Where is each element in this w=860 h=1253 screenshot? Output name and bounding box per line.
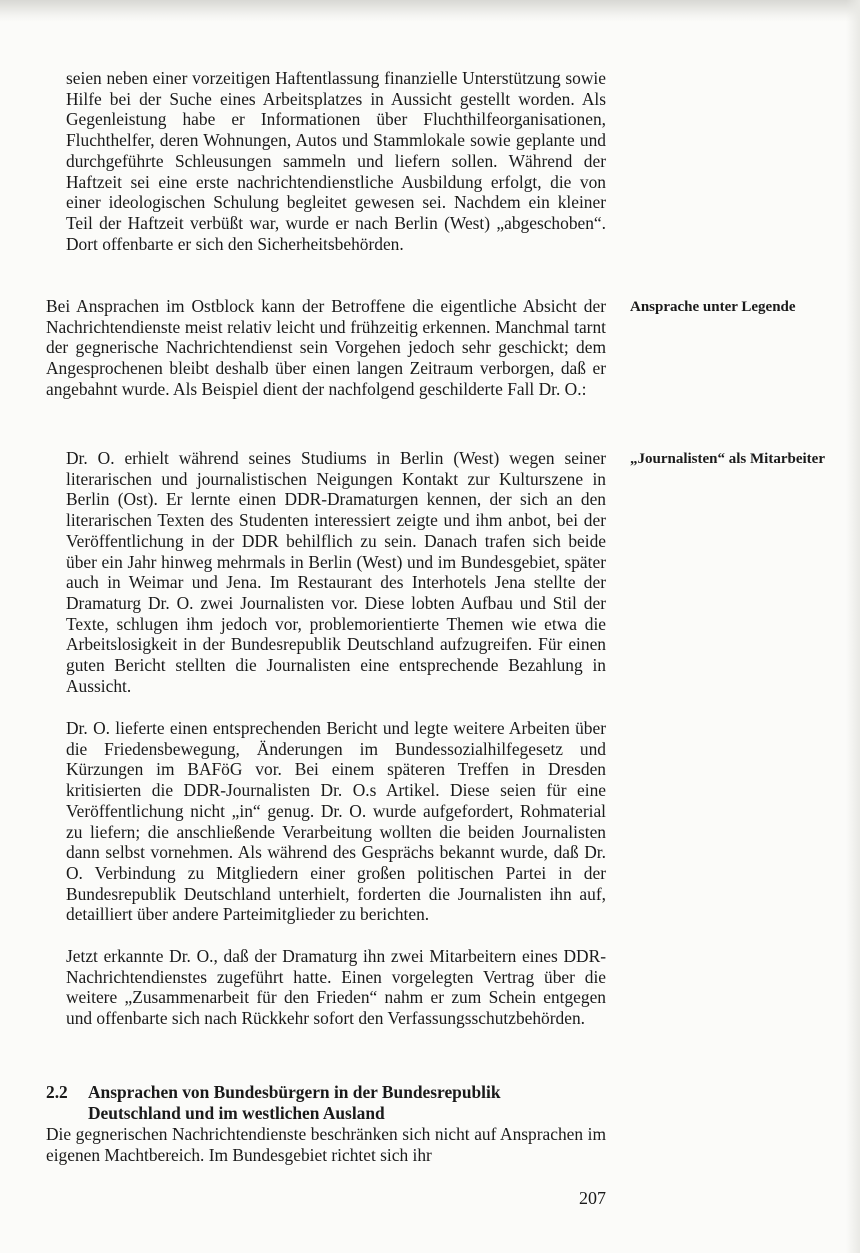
paragraph-bericht: Dr. O. lieferte einen entsprechenden Bericht und legte weitere Arbeiten über die Friedensbewegung, Änderungen im Bundessozialhilfegesetz und Kürzungen im BAFöG vor. Bei einem späteren Treffen in Dresden kritisierten die DDR-Journalisten Dr. O.s Artikel. Diese seien für eine Veröffentlichung nicht „in“ genug. Dr. O. wurde aufgefordert, Rohmaterial zu liefern; die anschließende Verarbeitung wollten die beiden Journalisten dann selbst vornehmen. Als während des Gesprächs bekannt wurde, daß Dr. O. Verbindung zu Mitgliedern einer großen politischen Partei in der Bundesrepublik Deutschland unterhielt, forderten die Journalisten ihn auf, detailliert über andere Parteimitglieder zu berichten. [66, 718, 606, 925]
scan-shadow-right [846, 0, 860, 1253]
scan-shadow-top [0, 0, 860, 22]
margin-note-legende: Ansprache unter Legende [630, 299, 796, 315]
paragraph-vertrag: Jetzt erkannte Dr. O., daß der Dramaturg ihn zwei Mitarbeitern eines DDR-Nachrichtendienstes zugeführt hatte. Einen vorgelegten Vertrag über die weitere „Zusammenarbeit für den Frieden“ nahm er zum Schein entgegen und offenbarte sich nach Rückkehr sofort den Verfassungsschutzbehörden. [66, 946, 606, 1029]
section-number: 2.2 [46, 1082, 68, 1102]
paragraph-fall-dr-o: Dr. O. erhielt während seines Studiums in Berlin (West) wegen seiner literarischen und journalistischen Neigungen Kontakt zur Kulturszene in Berlin (Ost). Er lernte einen DDR-Dramaturgen kennen, der sich an den literarischen Texten des Studenten interessiert zeigte und ihm anbot, bei der Veröffentlichung in der DDR behilflich zu sein. Danach trafen sich beide über ein Jahr hinweg mehrmals in Berlin (West) und im Bundesgebiet, später auch in Weimar und Jena. Im Restaurant des Interhotels Jena stellte der Dramaturg Dr. O. zwei Journalisten vor. Diese lobten Aufbau und Stil der Texte, schlugen ihm jedoch vor, problemorientierte Themen wie etwa die Arbeitslosigkeit in der Bundesrepublik Deutschland aufzugreifen. Für einen guten Bericht stellten die Journalisten eine entsprechende Bezahlung in Aussicht. [66, 448, 606, 696]
margin-note-journalisten: „Journalisten“ als Mitarbeiter [630, 451, 825, 467]
page-number: 207 [579, 1188, 606, 1208]
paragraph-bundesgebiet: Die gegnerischen Nachrichtendienste beschränken sich nicht auf Ansprachen im eigenen Machtbereich. Im Bundesgebiet richtet sich ihr [46, 1124, 606, 1165]
section-title-line2: Deutschland und im westlichen Ausland [88, 1102, 385, 1123]
paragraph-haftentlassung: seien neben einer vorzeitigen Haftentlassung finanzielle Unterstützung sowie Hilfe bei der Suche eines Arbeitsplatzes in Aussicht gestellt worden. Als Gegenleistung habe er Informationen über Fluchthilfeorganisationen, Fluchthelfer, deren Wohnungen, Autos und Stammlokale sowie geplante und durchgeführte Schleusungen sammeln und liefern sollen. Während der Haftzeit sei eine erste nachrichtendienstliche Ausbildung erfolgt, die von einer ideologischen Schulung begleitet gewesen sei. Nachdem ein kleiner Teil der Haftzeit verbüßt war, wurde er nach Berlin (West) „abgeschoben“. Dort offenbarte er sich den Sicherheitsbehörden. [66, 68, 606, 254]
section-title-line1: Ansprachen von Bundesbürgern in der Bundesrepublik [88, 1082, 501, 1102]
section-heading [46, 1082, 626, 1123]
paragraph-ansprachen-ostblock: Bei Ansprachen im Ostblock kann der Betroffene die eigentliche Absicht der Nachrichtendienste meist relativ leicht und frühzeitig erkennen. Manchmal tarnt der gegnerische Nachrichtendienst sein Vorgehen jedoch sehr geschickt; dem Angesprochenen bleibt deshalb über einen langen Zeitraum verborgen, daß er angebahnt wurde. Als Beispiel dient der nachfolgend geschilderte Fall Dr. O.: [46, 296, 606, 399]
